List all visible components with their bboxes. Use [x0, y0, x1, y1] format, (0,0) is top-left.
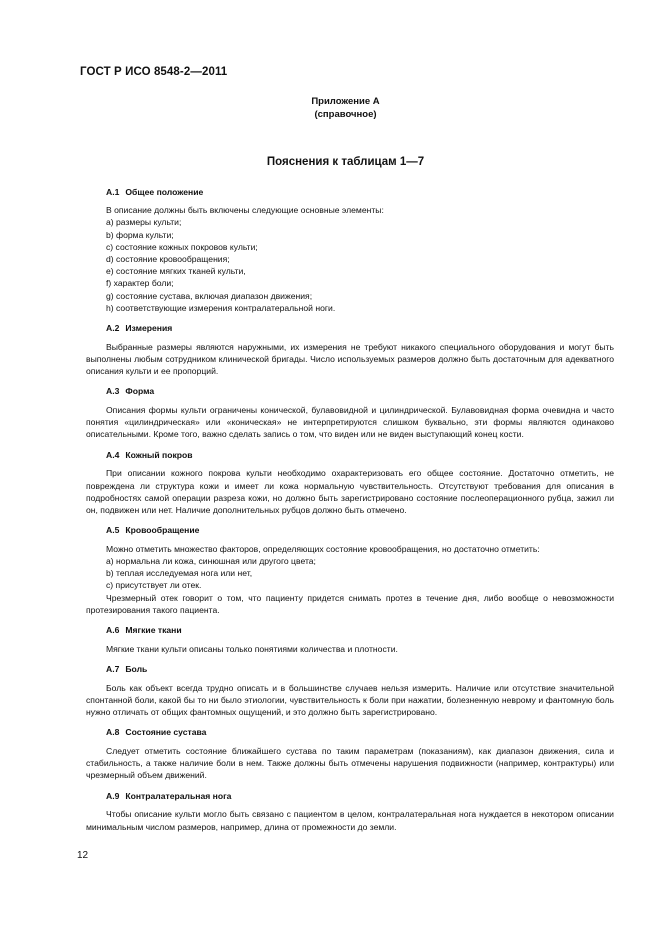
section-text-a8: Следует отметить состояние ближайшего сустава по таким параметрам (показаниям), как диапазон движения, сила и стабильность, а также наличие боли в нем. Также должны быть отмечены нарушения подвижности (например, контрактуры) или чрезмерный объем движений. — [86, 746, 614, 781]
list-item: h) соответствующие измерения контралатеральной ноги. — [106, 302, 336, 313]
list-item: e) состояние мягких тканей культи, — [106, 266, 246, 277]
section-heading-a3 — [106, 385, 614, 397]
section-heading-a6 — [106, 624, 614, 636]
section-heading-a7 — [106, 663, 614, 675]
section-intro-a1: В описание должны быть включены следующие основные элементы: — [106, 205, 384, 216]
section-text-a2: Выбранные размеры являются наружными, их измерения не требуют никакого специального оборудования и могут быть выполнены любым сотрудником клинической бригады. Число используемых размеров должно быть достаточным для адекватного описания культи и ее пропорций. — [86, 341, 614, 377]
list-item: f) характер боли; — [106, 278, 174, 289]
section-title: Измерения — [125, 323, 173, 334]
standard-header: ГОСТ Р ИСО 8548-2—2011 — [80, 66, 228, 78]
circulation-list — [106, 555, 614, 592]
section-title: Кожный покров — [125, 449, 193, 460]
section-number: А.6 — [106, 625, 120, 636]
section-number: А.1 — [106, 187, 120, 197]
section-title: Контралатеральная нога — [125, 790, 232, 801]
section-heading-a9 — [106, 790, 614, 802]
section-text-a6: Мягкие ткани культи описаны только понятиями количества и плотности. — [106, 643, 398, 654]
list-item: d) состояние кровообращения; — [106, 254, 230, 265]
section-text-a3: Описания формы культи ограничены конической, булавовидной и цилиндрической. Булавовидная форма очевидна и часто понятия «цилиндрическая» или «коническая» не интерпретируются слишком буквально, эти формы являются одинаково описательными. Кроме того, важно сделать запись о том, что виден или не виден выступающий конец кости. — [86, 405, 614, 440]
list-item: c) присутствует ли отек. — [106, 580, 202, 591]
content-body — [86, 186, 614, 833]
list-item: g) состояние сустава, включая диапазон движения; — [106, 290, 313, 301]
list-item: b) теплая исследуемая нога или нет, — [106, 568, 253, 579]
section-title: Мягкие ткани — [125, 625, 182, 636]
section-text-a9: Чтобы описание культи могло быть связано с пациентом в целом, контралатеральная нога нуждается в некотором описании минимальным числом размеров, например, длина от промежности до земли. — [86, 809, 614, 832]
page-title: Пояснения к таблицам 1—7 — [266, 156, 425, 168]
section-heading-a4 — [106, 449, 614, 461]
section-title: Общее положение — [125, 187, 204, 197]
section-number: А.4 — [106, 449, 120, 460]
section-number: А.2 — [106, 323, 120, 334]
section-text-a5: Чрезмерный отек говорит о том, что пациенту придется снимать протез в течение дня, либо вообще о невозможности протезирования такого пациента. — [86, 592, 614, 615]
elements-list — [106, 216, 614, 314]
section-title: Форма — [125, 386, 155, 397]
section-heading-a5 — [106, 524, 614, 536]
section-number: А.9 — [106, 790, 120, 801]
section-heading-a2 — [106, 322, 614, 334]
annex-title: Приложение А — [311, 96, 380, 107]
section-number: А.3 — [106, 386, 120, 397]
section-text-a4: При описании кожного покрова культи необходимо охарактеризовать его общее состояние. Достаточно отметить, не повреждена ли структура кожи и имеет ли кожа нормальную чувствительность. Отсутствуют требования для описания в подробностях самой операции разреза кожи, но должно быть зарегистрировано состояние послеоперационного рубца, зажил ли он, подвижен или нет. Наличие дополнительных рубцов должно быть отмечено. — [86, 468, 614, 515]
section-title: Кровообращение — [125, 525, 200, 536]
section-title: Состояние сустава — [125, 727, 207, 738]
annex-type: (справочное) — [314, 109, 377, 120]
section-heading-a1 — [106, 186, 614, 198]
section-number: А.7 — [106, 664, 120, 674]
list-item: a) размеры культи; — [106, 217, 182, 228]
section-number: А.5 — [106, 525, 120, 536]
list-item: c) состояние кожных покровов культи; — [106, 241, 258, 252]
list-item: b) форма культи; — [106, 229, 174, 240]
list-item: a) нормальна ли кожа, синюшная или другого цвета; — [106, 556, 316, 567]
section-text-a7: Боль как объект всегда трудно описать и в большинстве случаев нельзя измерить. Наличие или отсутствие значительной спонтанной боли, какой бы то ни было этиологии, чувствительность к боли при нажатии, болезненную неврому и фантомную боль нужно отличать от общих фантомных ощущений, и это должно быть зарегистрировано. — [86, 682, 614, 718]
section-heading-a8 — [106, 726, 614, 738]
section-intro-a5: Можно отметить множество факторов, определяющих состояние кровообращения, но достаточно отметить: — [106, 543, 540, 554]
page-number: 12 — [77, 850, 89, 861]
section-title: Боль — [125, 664, 148, 674]
section-number: А.8 — [106, 727, 120, 738]
